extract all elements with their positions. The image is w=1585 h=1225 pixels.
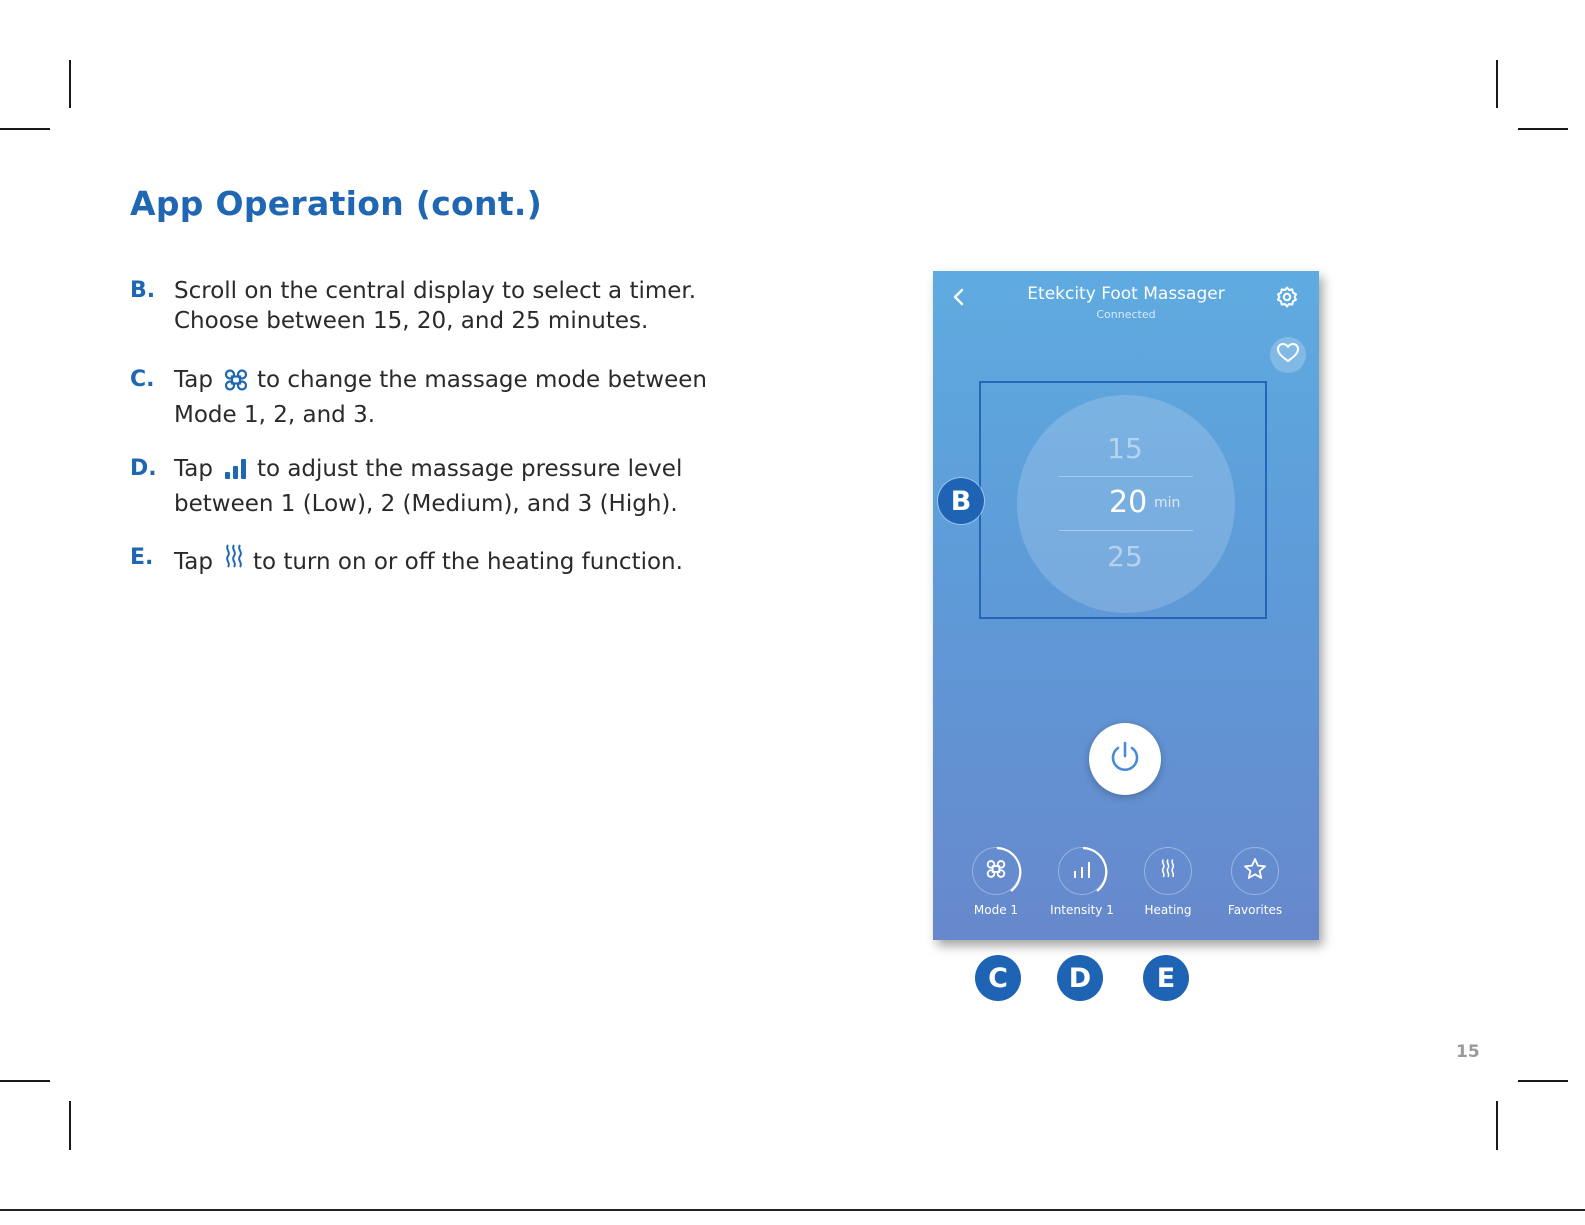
step-letter: D. — [130, 456, 157, 481]
favorite-heart-button[interactable] — [1270, 337, 1306, 373]
heating-button[interactable] — [1144, 847, 1192, 895]
crop-mark — [69, 1101, 71, 1150]
tap-word: Tap — [174, 367, 213, 393]
power-button[interactable] — [1089, 723, 1161, 795]
step-line-text: to change the massage mode between — [256, 367, 707, 393]
app-screenshot — [933, 271, 1319, 940]
connection-status: Connected — [1096, 308, 1156, 321]
intensity-button[interactable] — [1058, 847, 1106, 895]
timer-selected-value[interactable]: 20 — [1109, 485, 1148, 520]
step-line: Choose between 15, 20, and 25 minutes. — [174, 308, 649, 334]
crop-mark — [0, 128, 50, 130]
crop-mark — [69, 60, 71, 108]
heart-icon — [1277, 343, 1299, 367]
step-text — [174, 543, 794, 579]
step-letter: B. — [130, 278, 156, 303]
tap-word: Tap — [174, 456, 213, 482]
step-letter: C. — [130, 367, 155, 392]
step-text — [174, 454, 794, 519]
favorites-label: Favorites — [1227, 903, 1283, 917]
mode-button[interactable] — [972, 847, 1020, 895]
step-line — [174, 454, 794, 489]
intensity-icon — [223, 457, 249, 489]
step-line — [174, 365, 794, 400]
crop-mark — [1518, 1080, 1568, 1082]
step-line — [174, 543, 794, 579]
step-line: Scroll on the central display to select a timer. — [174, 278, 697, 304]
bottom-rule — [0, 1209, 1585, 1211]
mode-progress-arc — [971, 846, 1023, 898]
intensity-progress-arc — [1057, 846, 1109, 898]
tap-word: Tap — [174, 549, 213, 575]
heating-icon — [223, 543, 245, 579]
crop-mark — [1518, 128, 1568, 130]
favorites-button[interactable] — [1231, 847, 1279, 895]
timer-option-above[interactable]: 15 — [1107, 432, 1143, 465]
step-text — [174, 276, 794, 336]
mode-icon — [223, 368, 249, 400]
callout-e: E — [1143, 955, 1189, 1001]
step-letter: E. — [130, 545, 154, 570]
crop-mark — [1496, 1101, 1498, 1150]
mode-label: Mode 1 — [973, 903, 1019, 917]
page-number: 15 — [1456, 1042, 1480, 1062]
step-line-text: to adjust the massage pressure level — [256, 456, 683, 482]
step-line-text: to turn on or off the heating function. — [252, 549, 683, 575]
dial-divider — [1059, 476, 1193, 477]
crop-mark — [0, 1080, 50, 1082]
heating-icon — [1158, 858, 1178, 884]
page-title: App Operation (cont.) — [130, 184, 543, 223]
app-title: Etekcity Foot Massager — [1027, 284, 1225, 304]
intensity-label: Intensity 1 — [1050, 903, 1114, 917]
star-icon — [1243, 857, 1267, 885]
gear-icon[interactable] — [1275, 285, 1299, 313]
callout-d: D — [1057, 955, 1103, 1001]
heating-label: Heating — [1144, 903, 1192, 917]
timer-unit: min — [1154, 495, 1181, 511]
dial-divider — [1059, 530, 1193, 531]
power-icon — [1107, 739, 1143, 779]
step-line: between 1 (Low), 2 (Medium), and 3 (High). — [174, 491, 678, 517]
step-line: Mode 1, 2, and 3. — [174, 402, 376, 428]
callout-c: C — [975, 955, 1021, 1001]
callout-b: B — [938, 478, 984, 524]
step-text — [174, 365, 794, 430]
crop-mark — [1496, 60, 1498, 108]
timer-option-below[interactable]: 25 — [1107, 540, 1143, 573]
